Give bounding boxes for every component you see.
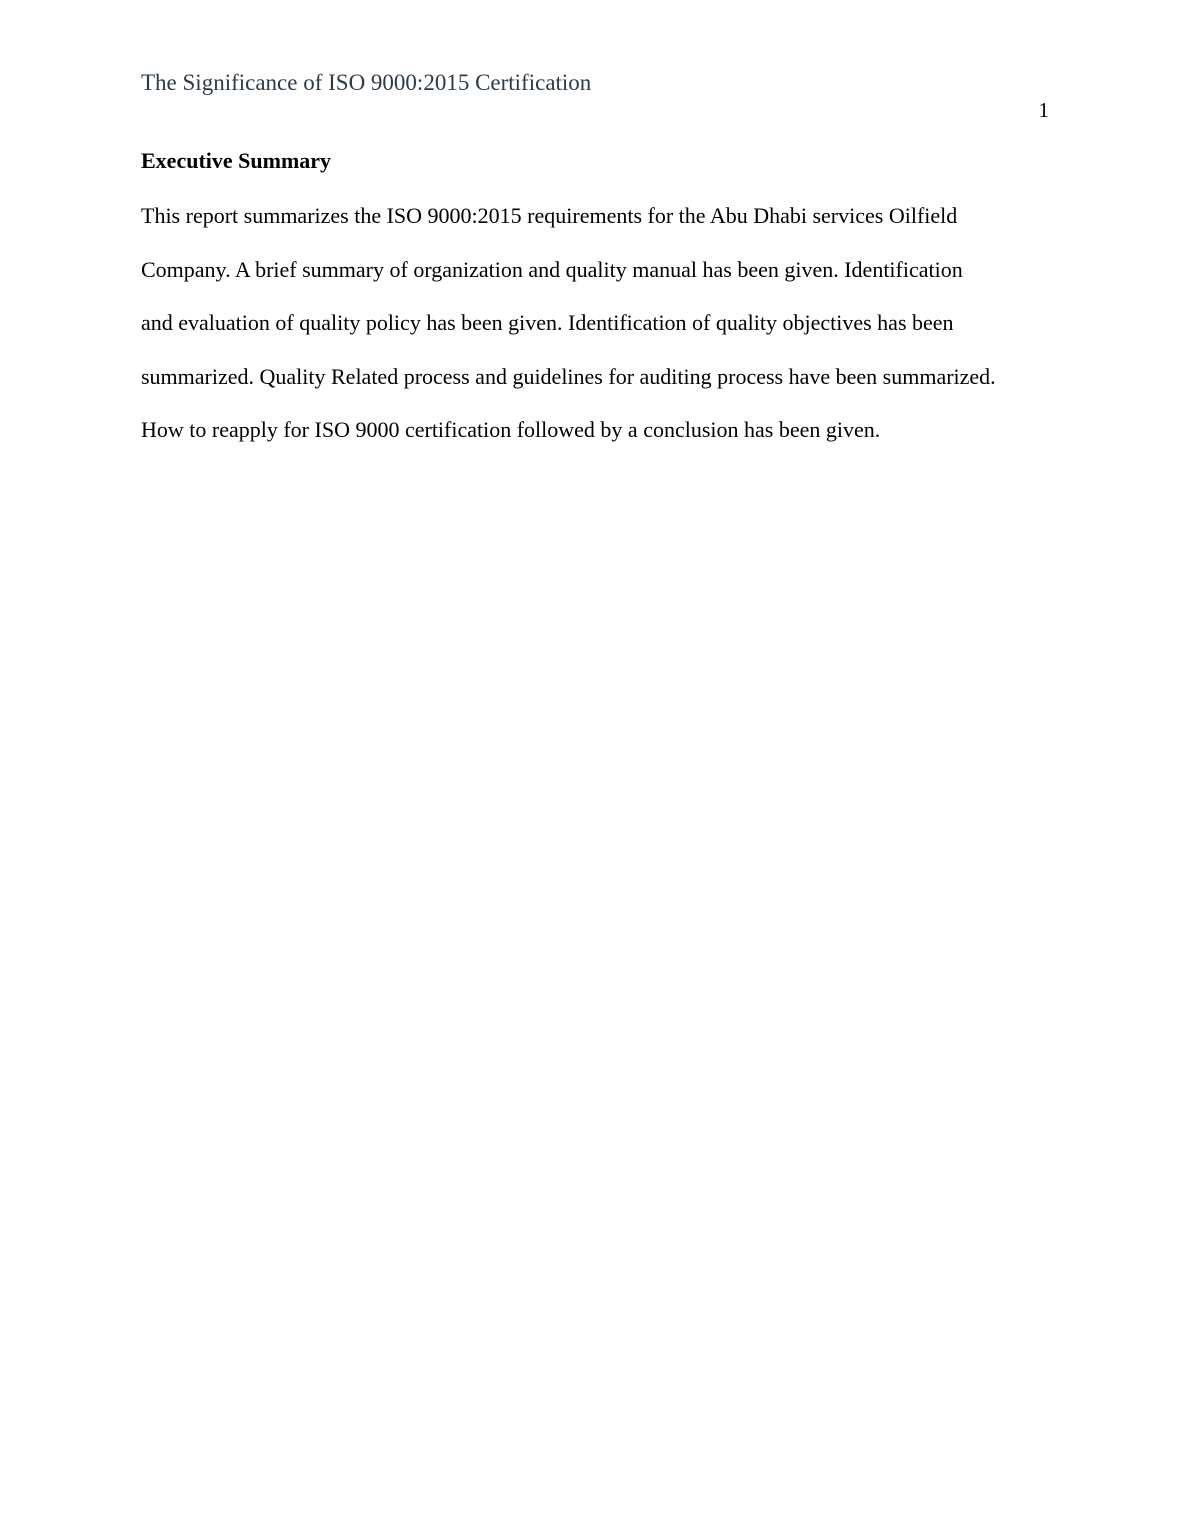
paragraph-line: Company. A brief summary of organization and quality manual has been given. Identification	[141, 256, 963, 282]
paragraph-line: summarized. Quality Related process and guidelines for auditing process have been summarized.	[141, 363, 996, 389]
paragraph-line: How to reapply for ISO 9000 certification followed by a conclusion has been given.	[141, 417, 881, 442]
executive-summary-paragraph	[141, 201, 1071, 469]
paragraph-line: This report summarizes the ISO 9000:2015 requirements for the Abu Dhabi services Oilfield	[141, 203, 958, 228]
paragraph-line: and evaluation of quality policy has been given. Identification of quality objectives has been	[141, 310, 954, 335]
page-number: 1	[1038, 98, 1049, 122]
running-head-title: The Significance of ISO 9000:2015 Certification	[141, 70, 592, 95]
section-heading: Executive Summary	[141, 148, 332, 173]
